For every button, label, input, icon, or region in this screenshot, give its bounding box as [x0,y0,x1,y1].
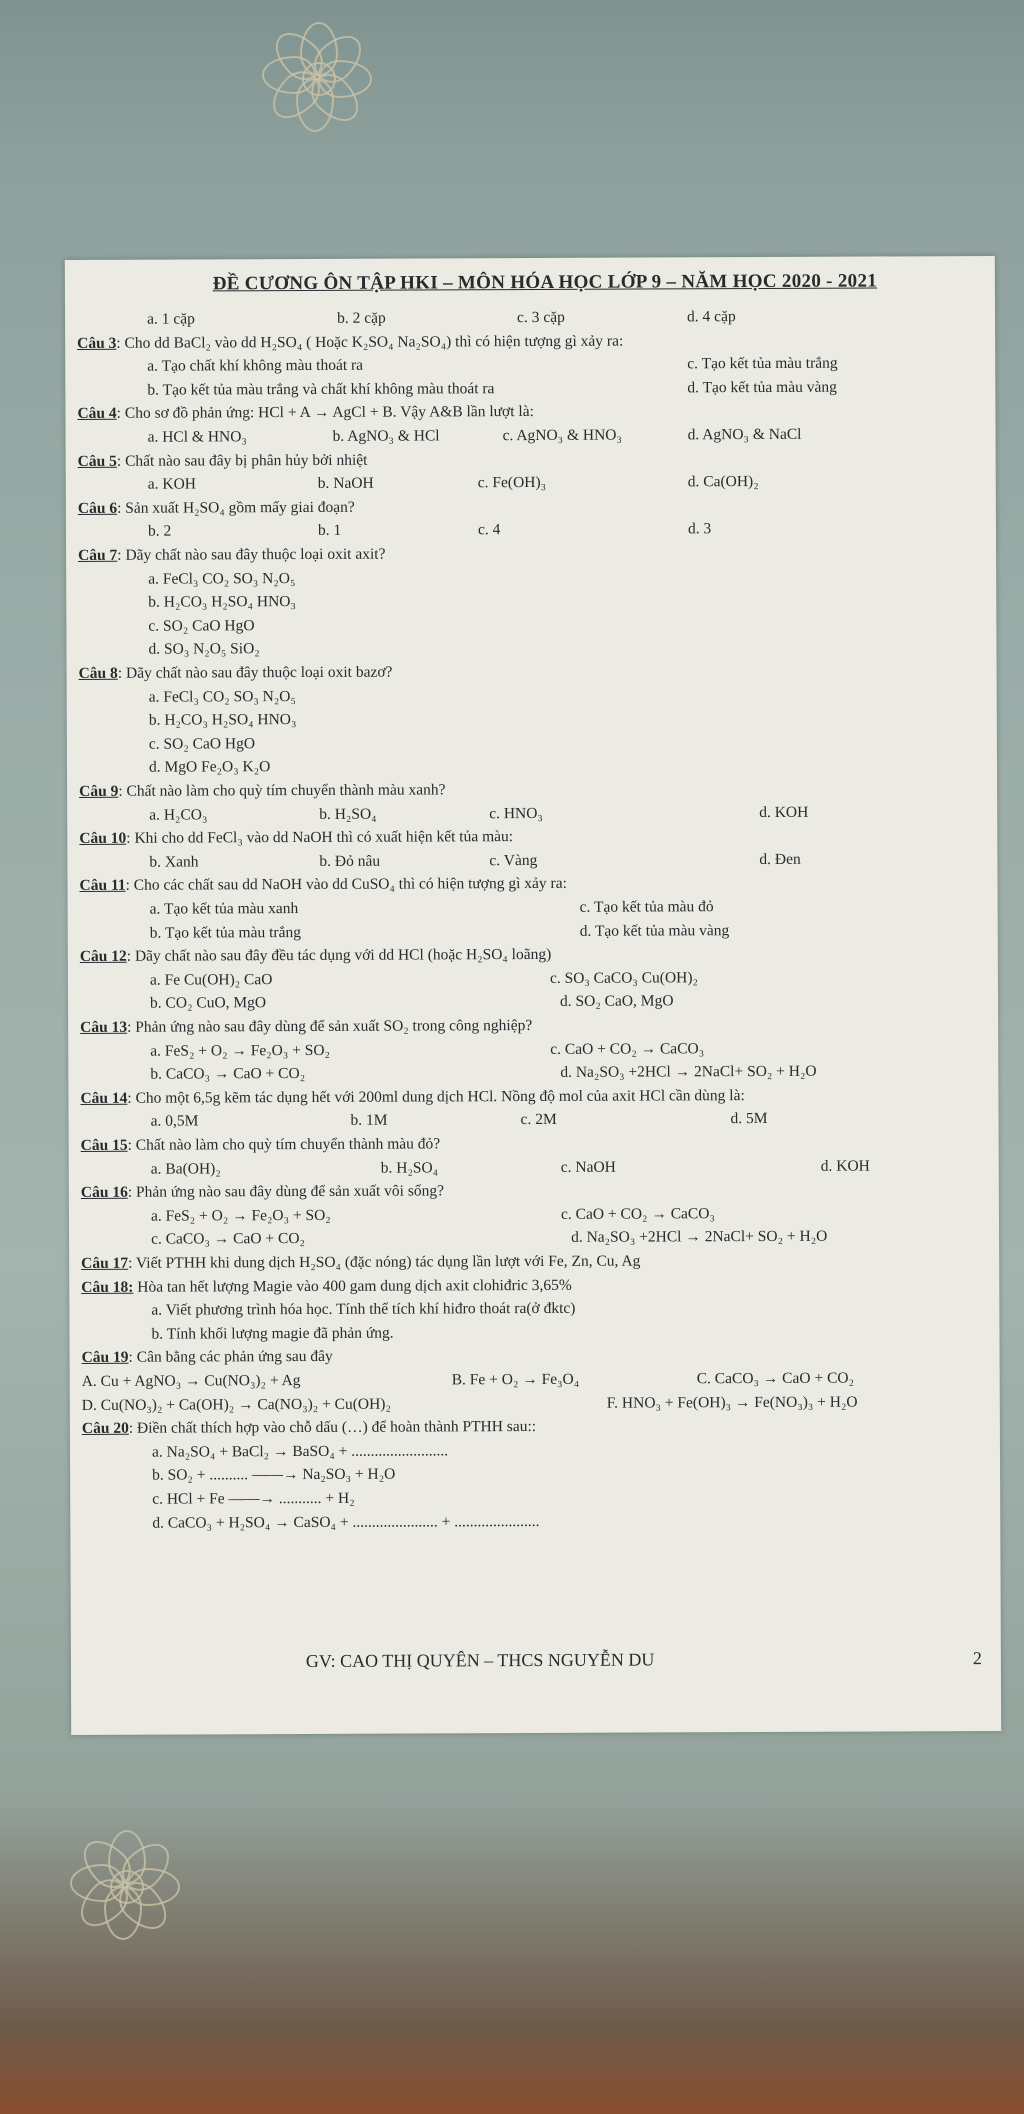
answer-line [78,518,986,541]
answer-option: a. Ba(OH)₂ [150,1159,221,1178]
answer-line [78,471,986,493]
question-number: Câu 19 [81,1349,129,1367]
answer-line [77,353,985,375]
answer-option: a. Fe Cu(OH)₂ CaO [149,970,273,989]
answer-line [79,849,987,871]
question-number: Câu 8 [78,664,118,682]
answer-option: c. CaCO₃ → CaO + CO₂ [151,1230,305,1249]
question-number: Câu 6 [77,499,118,517]
answer-option: a. Tạo chất khí không màu thoát ra [147,356,364,375]
answer-option: c. SO₃ CaCO₃ Cu(OH)₂ [549,969,698,987]
answer-line [81,1156,989,1178]
question-text: : Điền chất thích hợp vào chỗ dấu (…) để hoàn thành PTHH sau:: [128,1418,537,1437]
answer-option: d. Tạo kết tủa màu vàng [687,378,837,397]
answer-option: c. 4 [477,521,501,539]
answer-option: b. 1M [350,1112,388,1130]
answer-line [78,589,986,611]
question-text: : Cho các chất sau dd NaOH vào dd CuSO₄ thì có hiện tượng gì xảy ra: [125,875,567,895]
answer-option: c. Tạo kết tủa màu trắng [687,354,838,373]
answer-line [82,1486,990,1508]
answer-option: a. Viết phương trình hóa học. Tính thể tích khí hiđro thoát ra(ở đktc) [151,1300,576,1319]
answer-option: c. 3 cặp [517,308,565,327]
question-number: Câu 13 [80,1018,128,1036]
question-line [80,1179,989,1202]
answer-line [80,1061,988,1083]
question-line [77,448,986,470]
question-line [80,1014,988,1036]
answer-line [78,424,986,446]
answer-option: d. SO₃ N₂O₅ SiO₂ [148,640,260,659]
answer-line [81,1226,989,1249]
answer-line [80,896,988,918]
answer-option: b. CaCO₃ → CaO + CO₂ [150,1065,306,1083]
answer-option: d. 4 cặp [687,308,736,326]
answer-option: c. HNO₃ [489,804,543,822]
answer-option: b. CO₂ CuO, MgO [149,994,267,1013]
answer-line [77,377,985,399]
answer-option: d. AgNO₃ & NaCl [687,425,802,444]
answer-option: a. FeCl₃ CO₂ SO₃ N₂O₅ [148,687,296,706]
answer-option: b. AgNO₃ & HCl [332,427,440,445]
answer-line [81,1297,989,1319]
question-text: : Cân bằng các phản ứng sau đây [128,1348,333,1367]
answer-option: A. Cu + AgNO₃ → Cu(NO₃)₂ + Ag [81,1372,301,1390]
answer-line [80,967,988,989]
answer-option: a. FeS₂ + O₂ → Fe₂O₃ + SO₂ [150,1041,330,1060]
answer-option: b. NaOH [317,474,374,493]
teacher-footer: GV: CAO THỊ QUYÊN – THCS NGUYỄN DU [305,1649,655,1671]
answer-line [78,566,986,588]
answer-option: c. NaOH [560,1158,616,1176]
answer-option: a. H₂CO₃ [149,806,208,824]
question-text: : Cho dd BaCl₂ vào dd H₂SO₄ ( Hoặc K₂SO₄ Na₂SO₄) thì có hiện tượng gì xảy ra: [116,332,624,352]
answer-option: d. KOH [820,1157,870,1175]
answer-option: a. Na₂SO₄ + BaCl₂ → BaSO₄ + ......................... [151,1442,449,1461]
question-line [80,1132,989,1154]
answer-option: c. Tạo kết tủa màu đỏ [579,898,714,916]
question-number: Câu 10 [79,829,127,848]
answer-option: c. CaO + CO₂ → CaCO₃ [550,1039,705,1058]
answer-option: d. CaCO₃ + H₂SO₄ → CaSO₄ + ...................... + ...................... [152,1512,540,1532]
answer-option: d. SO₂ CaO, MgO [559,992,674,1011]
answer-option: a. 0,5M [150,1112,199,1131]
question-text: : Dãy chất nào sau đây thuộc loại oxit axit? [117,545,386,564]
question-line [81,1274,989,1296]
question-line [81,1250,989,1272]
answer-option: c. Vàng [489,851,538,869]
answer-option: d. Na₂SO₃ +2HCl → 2NaCl+ SO₂ + H₂O [560,1062,817,1082]
answer-option: d. MgO Fe₂O₃ K₂O [148,758,271,777]
answer-line [79,802,987,824]
decorative-flower-top [262,22,372,132]
answer-option: c. HCl + Fe ——→ ........... + H₂ [152,1489,355,1508]
answer-option: b. Tạo kết tủa màu trắng [149,923,301,942]
question-text: Hòa tan hết lượng Magie vào 400 gam dung dịch axit clohiđric 3,65% [133,1276,572,1296]
question-number: Câu 11 [79,877,126,895]
question-number: Câu 12 [79,947,127,966]
answer-option: b. H₂CO₃ H₂SO₄ HNO₃ [148,711,297,729]
question-number: Câu 9 [79,782,119,800]
answer-line [79,684,987,706]
answer-line [81,1392,990,1414]
answer-line [79,754,987,777]
question-number: Câu 4 [77,405,117,423]
question-text: : Chất nào làm cho quỳ tím chuyển thành màu xanh? [118,781,446,800]
answer-option: c. SO₂ CaO HgO [148,735,256,753]
exam-paper [65,256,1001,1735]
answer-line [81,1368,990,1390]
answer-option: d. Na₂SO₃ +2HCl → 2NaCl+ SO₂ + H₂O [571,1228,828,1247]
answer-option: a. Tạo kết tủa màu xanh [149,900,299,918]
answer-line [81,1108,989,1131]
answer-option: c. SO₂ CaO HgO [148,617,255,635]
answer-option: c. AgNO₃ & HNO₃ [502,426,622,445]
question-number: Câu 7 [78,546,118,564]
answer-option: d. KOH [759,803,809,821]
answer-option: b. H₂SO₄ [380,1159,439,1177]
answer-line [82,1439,990,1461]
question-line [78,660,987,682]
decorative-flower-bottom [70,1830,180,1940]
answer-option: d. Tạo kết tủa màu vàng [579,921,730,940]
answer-option: D. Cu(NO₃)₂ + Ca(OH)₂ → Ca(NO₃)₂ + Cu(OH)₂ [81,1395,391,1414]
answer-option: d. 3 [687,520,712,538]
answer-option: c. Fe(OH)₃ [477,474,547,492]
answer-option: b. Đỏ nâu [319,852,381,870]
question-text: : Dãy chất nào sau đây đều tác dụng với dd HCl (hoặc H₂SO₄ loãng) [126,946,552,965]
answer-option: F. HNO₃ + Fe(OH)₃ → Fe(NO₃)₃ + H₂O [606,1393,858,1412]
question-text: : Chất nào sau đây bị phân hủy bởi nhiệt [116,451,368,470]
answer-option: b. Tạo kết tủa màu trắng và chất khí không màu thoát ra [147,379,495,399]
question-text: : Phản ứng nào sau đây dùng để sản xuất SO₂ trong công nghiệp? [127,1017,533,1036]
question-number: Câu 20 [81,1419,129,1438]
answer-option: b. Tính khối lượng magie đã phản ứng. [151,1324,394,1343]
question-text: : Khi cho dd FeCl₃ vào dd NaOH thì có xuất hiện kết tủa màu: [126,828,514,847]
question-line [77,330,985,352]
answer-line [80,920,988,942]
answer-line [80,990,988,1013]
question-text: : Viết PTHH khi dung dịch H₂SO₄ (đặc nóng) tác dụng lần lượt với Fe, Zn, Cu, Ag [128,1252,641,1272]
question-number: Câu 14 [80,1089,128,1107]
answer-line [82,1462,990,1485]
question-text: : Sản xuất H₂SO₄ gồm mấy giai đoạn? [117,498,355,517]
answer-option: b. 2 cặp [337,309,386,327]
question-number: Câu 17 [81,1254,129,1272]
answer-option: b. 1 [317,522,342,540]
question-text: : Cho một 6,5g kẽm tác dụng hết với 200ml dung dịch HCl. Nồng độ mol của axit HCl cần dùng là: [127,1086,745,1107]
answer-option: d. 5M [730,1110,768,1128]
question-line [79,825,987,848]
question-line [77,400,985,423]
answer-line [81,1321,989,1343]
answer-option: B. Fe + O₂ → Fe₃O₄ [451,1370,580,1389]
question-line [79,778,987,800]
question-number: Câu 15 [80,1136,128,1154]
answer-option: b. H₂CO₃ H₂SO₄ HNO₃ [148,593,296,611]
question-number: Câu 16 [80,1183,128,1202]
question-line [78,542,986,564]
question-line [79,943,988,966]
answer-option: a. HCl & HNO₃ [147,428,247,446]
answer-option: a. FeCl₃ CO₂ SO₃ N₂O₅ [148,569,296,588]
answer-option: c. 2M [520,1111,557,1129]
answer-line [79,707,987,729]
answer-line [81,1203,989,1225]
question-line [81,1344,990,1367]
answer-option: a. KOH [147,475,197,493]
answer-line [78,636,986,659]
answer-option: b. H₂SO₄ [319,805,377,823]
answer-option: C. CaCO₃ → CaO + CO₂ [696,1369,855,1388]
answer-line [78,613,986,635]
answer-option: a. 1 cặp [147,310,195,328]
answer-option: d. Đen [759,850,801,868]
answer-line [80,1038,988,1060]
question-number: Câu 5 [77,452,117,470]
answer-option: d. Ca(OH)₂ [687,473,759,491]
answer-line [82,1510,990,1532]
question-number: Câu 18: [81,1278,134,1296]
answer-option: b. Xanh [149,853,199,871]
page-number: 2 [972,1648,982,1669]
answer-option: b. 2 [147,522,172,541]
question-line [81,1415,990,1438]
question-line [77,495,986,517]
question-text: : Phản ứng nào sau đây dùng để sản xuất vôi sống? [127,1182,445,1201]
question-text: : Dãy chất nào sau đây thuộc loại oxit bazơ? [117,663,393,682]
question-line [79,872,987,895]
answer-option: c. CaO + CO₂ → CaCO₃ [560,1205,715,1223]
question-number: Câu 3 [77,334,117,352]
question-text: : Cho sơ đồ phản ứng: HCl + A → AgCl + B. Vậy A&B lần lượt là: [116,403,534,423]
answer-option: b. SO₂ + .......... ——→ Na₂SO₃ + H₂O [152,1465,396,1485]
question-line [80,1085,988,1107]
answer-line [77,306,985,328]
page-title: ĐỀ CƯƠNG ÔN TẬP HKI – MÔN HÓA HỌC LỚP 9 – NĂM HỌC 2020 - 2021 [212,270,878,295]
question-text: : Chất nào làm cho quỳ tím chuyển thành màu đỏ? [127,1135,441,1154]
answer-line [79,731,987,753]
answer-option: a. FeS₂ + O₂ → Fe₂O₃ + SO₂ [150,1206,331,1225]
